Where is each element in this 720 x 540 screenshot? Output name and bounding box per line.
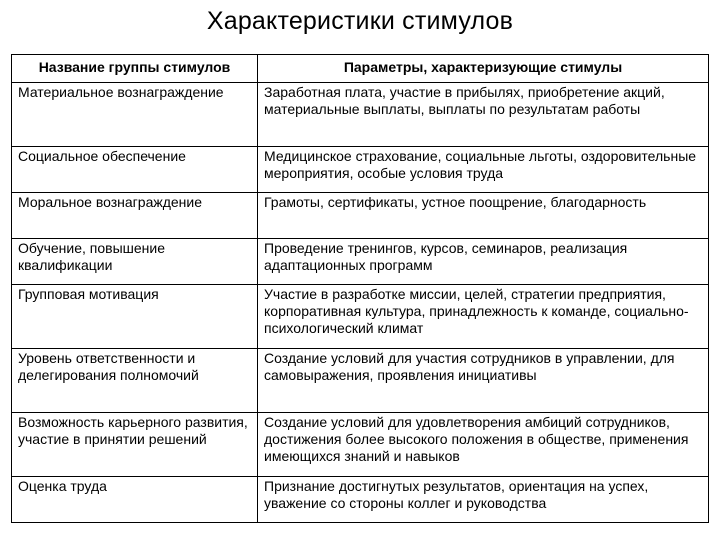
table-row xyxy=(12,193,709,239)
params-cell: Участие в разработке миссии, целей, стратегии предприятия, корпоративная культура, принадлежность к команде, социально-психологический климат xyxy=(258,285,709,349)
group-cell: Материальное вознаграждение xyxy=(12,83,258,147)
page-title: Характеристики стимулов xyxy=(206,7,514,35)
table-row xyxy=(12,147,709,193)
table-row xyxy=(12,239,709,285)
table-row xyxy=(12,349,709,413)
group-cell: Моральное вознаграждение xyxy=(12,193,258,239)
table-header-row xyxy=(12,55,709,83)
group-cell: Оценка труда xyxy=(12,477,258,523)
group-cell: Возможность карьерного развития, участие в принятии решений xyxy=(12,413,258,477)
group-cell: Групповая мотивация xyxy=(12,285,258,349)
params-cell: Заработная плата, участие в прибылях, приобретение акций, материальные выплаты, выплаты по результатам работы xyxy=(258,83,709,147)
params-cell: Признание достигнутых результатов, ориентация на успех, уважение со стороны коллег и руководства xyxy=(258,477,709,523)
params-cell: Создание условий для участия сотрудников в управлении, для самовыражения, проявления инициативы xyxy=(258,349,709,413)
params-cell: Медицинское страхование, социальные льготы, оздоровительные мероприятия, особые условия труда xyxy=(258,147,709,193)
column-header-params: Параметры, характеризующие стимулы xyxy=(258,55,709,83)
params-cell: Проведение тренингов, курсов, семинаров, реализация адаптационных программ xyxy=(258,239,709,285)
stimuli-table xyxy=(11,54,709,523)
table-row xyxy=(12,83,709,147)
table-row xyxy=(12,285,709,349)
column-header-group: Название группы стимулов xyxy=(12,55,258,83)
group-cell: Социальное обеспечение xyxy=(12,147,258,193)
params-cell: Грамоты, сертификаты, устное поощрение, благодарность xyxy=(258,193,709,239)
table-row xyxy=(12,413,709,477)
params-cell: Создание условий для удовлетворения амбиций сотрудников, достижения более высокого положения в обществе, применения имеющихся знаний и навыков xyxy=(258,413,709,477)
table-row xyxy=(12,477,709,523)
group-cell: Уровень ответственности и делегирования полномочий xyxy=(12,349,258,413)
group-cell: Обучение, повышение квалификации xyxy=(12,239,258,285)
